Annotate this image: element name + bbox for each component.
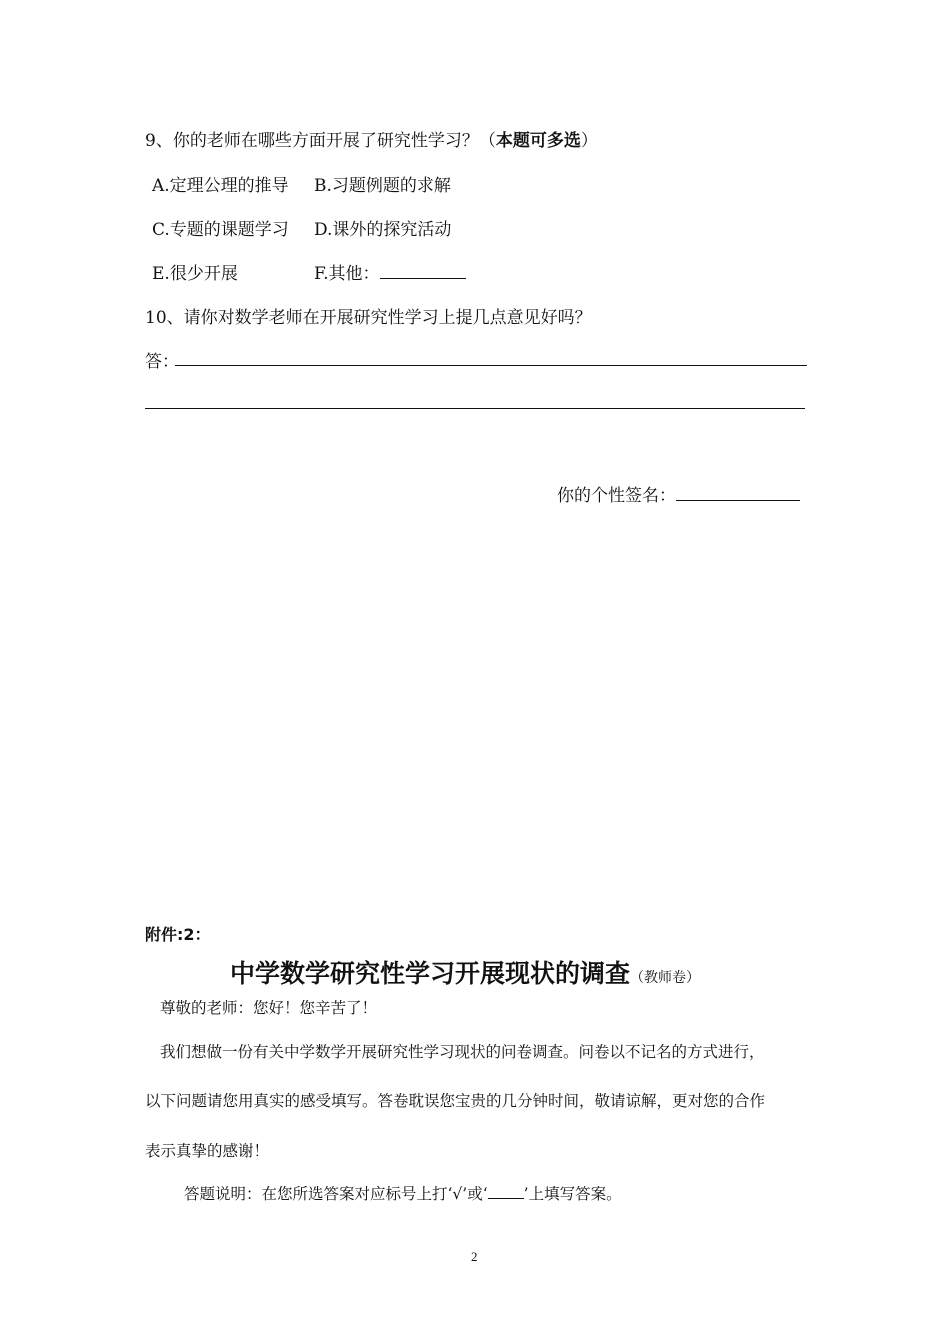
question-10: 10、请你对数学老师在开展研究性学习上提几点意见好吗？ bbox=[145, 308, 592, 328]
option-e[interactable]: E.很少开展 bbox=[152, 264, 238, 284]
intro-line-3: 表示真挚的感谢！ bbox=[145, 1142, 270, 1160]
intro-line-1: 我们想做一份有关中学数学开展研究性学习现状的问卷调查。问卷以不记名的方式进行， bbox=[160, 1043, 765, 1061]
option-a[interactable]: A.定理公理的推导 bbox=[152, 176, 289, 196]
question-9 bbox=[145, 126, 598, 151]
survey-title bbox=[230, 954, 700, 990]
option-f-label: F.其他： bbox=[314, 264, 380, 284]
signature-label: 你的个性签名： bbox=[557, 486, 676, 506]
survey-title-text: 中学数学研究性学习开展现状的调查 bbox=[230, 959, 631, 988]
answer-line-1[interactable] bbox=[175, 365, 807, 366]
option-c[interactable]: C.专题的课题学习 bbox=[152, 220, 289, 240]
instruction-text-b: ’上填写答案。 bbox=[523, 1185, 622, 1203]
option-d[interactable]: D.课外的探究活动 bbox=[314, 220, 452, 240]
page-number: 2 bbox=[471, 1249, 478, 1264]
signature-blank[interactable] bbox=[676, 484, 800, 501]
answer-line-2[interactable] bbox=[145, 408, 805, 409]
answer-label: 答： bbox=[145, 352, 179, 372]
survey-subtitle: （教师卷） bbox=[630, 970, 701, 986]
question-9-note: 本题可多选 bbox=[495, 131, 581, 151]
greeting: 尊敬的老师：您好！您辛苦了！ bbox=[160, 999, 378, 1017]
appendix-label: 附件:2： bbox=[145, 925, 211, 944]
instruction-text-a: 答题说明：在您所选答案对应标号上打‘√’或‘ bbox=[184, 1185, 488, 1203]
signature bbox=[557, 481, 800, 506]
question-9-text: 9、你的老师在哪些方面开展了研究性学习？（ bbox=[145, 131, 496, 151]
instruction-blank bbox=[488, 1184, 524, 1199]
question-9-close: ） bbox=[580, 131, 598, 151]
option-f[interactable] bbox=[314, 259, 466, 284]
option-b[interactable]: B.习题例题的求解 bbox=[314, 176, 451, 196]
option-f-blank[interactable] bbox=[380, 262, 466, 279]
intro-line-2: 以下问题请您用真实的感受填写。答卷耽误您宝贵的几分钟时间，敬请谅解，更对您的合作 bbox=[145, 1092, 766, 1110]
instruction bbox=[184, 1182, 622, 1204]
